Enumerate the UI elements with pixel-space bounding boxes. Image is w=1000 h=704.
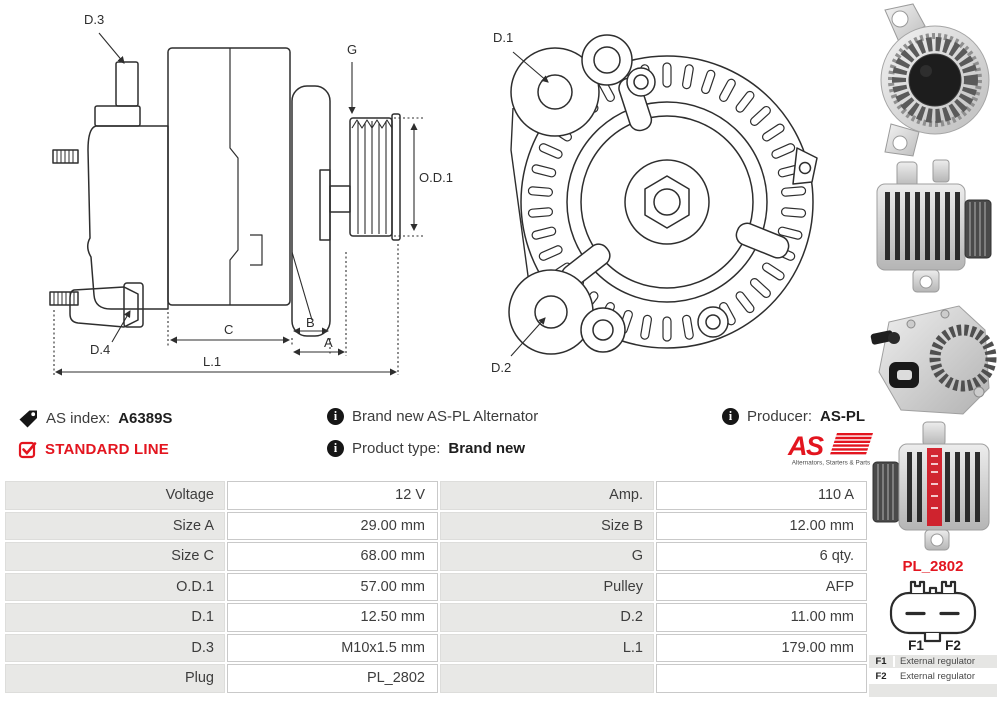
- brand-new-row: [327, 408, 538, 425]
- producer-row: [722, 408, 865, 425]
- brand-new-text: Brand new AS-PL Alternator: [352, 408, 539, 425]
- spec-value: 68.00 mm: [227, 542, 438, 571]
- pin-id: F2: [869, 671, 895, 682]
- pin-description: External regulator: [900, 656, 975, 667]
- spec-value: 12.00 mm: [656, 512, 867, 541]
- standard-line-row: [18, 440, 169, 459]
- spec-label: G: [440, 542, 654, 571]
- spec-value: 12.50 mm: [227, 603, 438, 632]
- dim-label-od1: O.D.1: [419, 170, 453, 185]
- spec-value: 110 A: [656, 481, 867, 510]
- product-photo-rear[interactable]: [867, 296, 999, 420]
- plug-code-title: PL_2802: [902, 558, 964, 575]
- dim-label-a: A: [324, 335, 333, 350]
- spec-label: Pulley: [440, 573, 654, 602]
- product-photo-front[interactable]: [867, 0, 999, 158]
- product-type-row: [327, 440, 525, 457]
- product-type-value: Brand new: [448, 440, 526, 457]
- plug-pin-label-f1: F1: [908, 638, 924, 651]
- dim-label-g: G: [347, 42, 358, 57]
- spec-label: D.2: [440, 603, 654, 632]
- pinout-gap: [869, 699, 997, 704]
- spec-label: Voltage: [5, 481, 225, 510]
- info-icon: i: [722, 408, 739, 425]
- pinout-row: [869, 655, 997, 668]
- as-pl-logo: [786, 430, 876, 468]
- spec-label: L.1: [440, 634, 654, 663]
- tag-icon: [18, 408, 38, 428]
- dim-label-d1: D.1: [493, 30, 514, 45]
- spec-value: 29.00 mm: [227, 512, 438, 541]
- spec-value: 6 qty.: [656, 542, 867, 571]
- pin-id: F1: [869, 656, 895, 667]
- spec-value: 12 V: [227, 481, 438, 510]
- info-icon: i: [327, 408, 344, 425]
- checkbox-checked-icon: [18, 440, 37, 459]
- spec-label: [440, 664, 654, 693]
- producer-value: AS-PL: [820, 408, 866, 425]
- threaded-stud-bottom-icon: [50, 292, 78, 305]
- spec-value: AFP: [656, 573, 867, 602]
- spec-value: 11.00 mm: [656, 603, 867, 632]
- logo-as-text: AS: [788, 431, 823, 461]
- front-view-technical-drawing: [455, 0, 865, 400]
- dim-label-d4: D.4: [90, 342, 111, 357]
- spec-value: 179.00 mm: [656, 634, 867, 663]
- spec-value: PL_2802: [227, 664, 438, 693]
- dim-label-c: C: [224, 322, 234, 337]
- dim-label-l1: L.1: [203, 354, 222, 369]
- product-photo-side-right[interactable]: [867, 158, 999, 296]
- as-index-row: [18, 408, 172, 428]
- spec-table: [5, 481, 867, 693]
- product-gallery-column: [866, 0, 1000, 704]
- pulley-side-icon: [350, 114, 400, 240]
- plug-pin-label-f2: F2: [945, 638, 961, 651]
- spec-label: O.D.1: [5, 573, 225, 602]
- spec-label: Plug: [5, 664, 225, 693]
- spec-value: M10x1.5 mm: [227, 634, 438, 663]
- pinout-row-empty: [869, 684, 997, 697]
- as-index-value: A6389S: [118, 409, 173, 427]
- standard-line-badge: STANDARD LINE: [45, 441, 169, 458]
- product-photo-side-left[interactable]: [867, 420, 999, 552]
- alternator-front-outline: [509, 35, 817, 354]
- spec-label: D.1: [5, 603, 225, 632]
- producer-label: Producer:: [747, 408, 813, 425]
- dim-label-d2: D.2: [491, 360, 512, 375]
- spec-label: D.3: [5, 634, 225, 663]
- pinout-row: [869, 670, 997, 683]
- spec-label: Size A: [5, 512, 225, 541]
- plug-pinout-table: [869, 655, 997, 704]
- logo-tagline: Alternators, Starters & Parts: [791, 459, 871, 467]
- spec-value: 57.00 mm: [227, 573, 438, 602]
- alternator-side-outline: [50, 48, 400, 336]
- dim-label-b: B: [306, 315, 315, 330]
- pin-description: External regulator: [900, 670, 975, 682]
- red-brand-sticker: [927, 448, 942, 526]
- dimension-lines: [54, 33, 424, 375]
- spec-label: Size B: [440, 512, 654, 541]
- spec-label: Size C: [5, 542, 225, 571]
- threaded-stud-top-icon: [53, 150, 78, 163]
- product-type-label: Product type:: [352, 440, 441, 457]
- as-index-label: AS index:: [46, 409, 111, 427]
- spec-value: [656, 664, 867, 693]
- dim-label-d3: D.3: [84, 12, 105, 27]
- spec-label: Amp.: [440, 481, 654, 510]
- side-view-technical-drawing: [0, 0, 460, 400]
- plug-connector-diagram: [867, 575, 999, 651]
- info-icon: i: [327, 440, 344, 457]
